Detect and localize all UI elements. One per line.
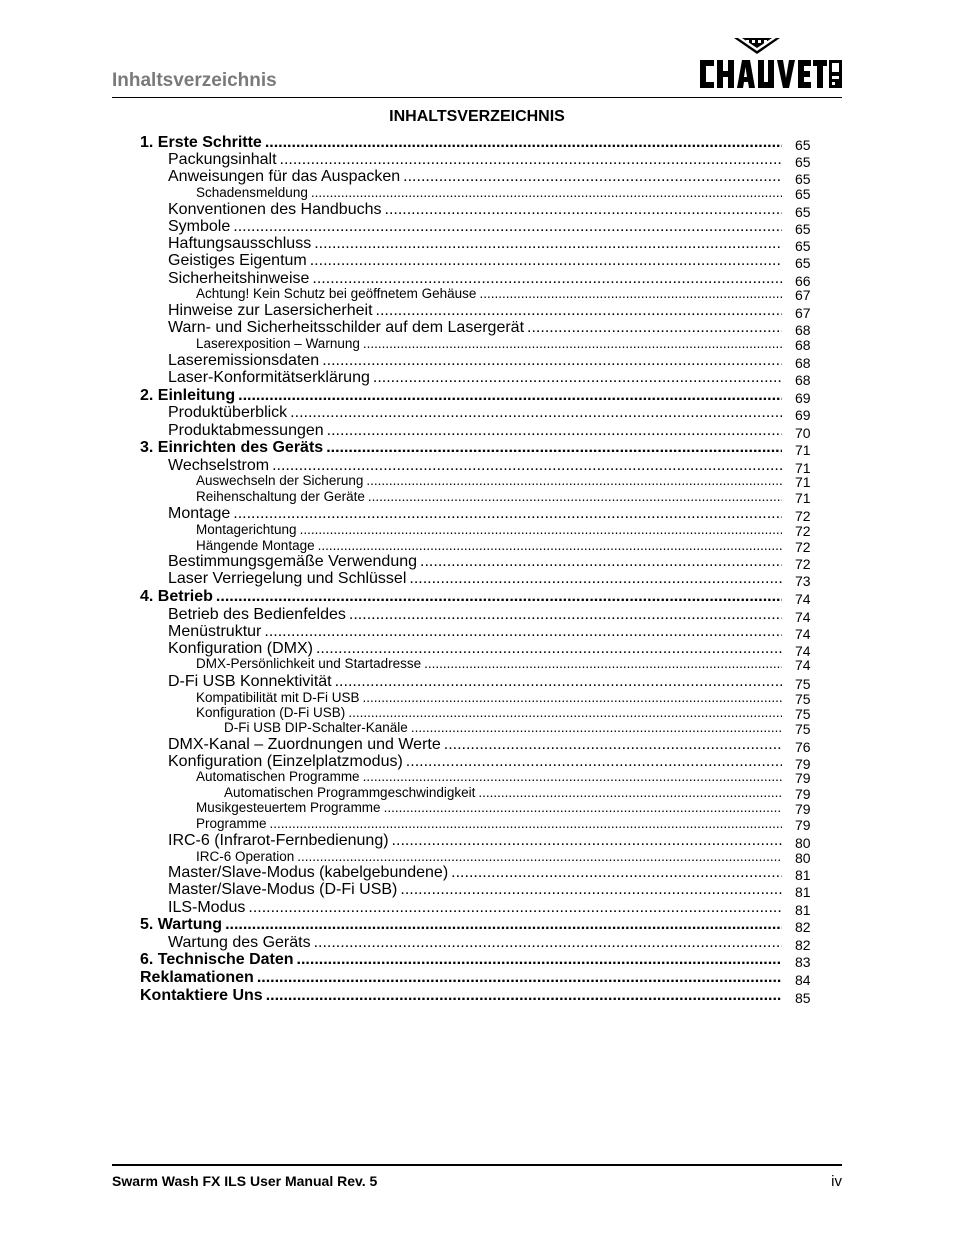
toc-entry[interactable]	[168, 370, 784, 386]
toc-entry-label: Reklamationen	[140, 969, 254, 986]
toc-entry-leader	[257, 970, 782, 986]
toc-entry-leader	[363, 337, 782, 351]
toc-entry-label: D-Fi USB Konnektivität	[168, 673, 332, 690]
toc-entry-page: 75	[795, 721, 811, 737]
toc-entry-label: Konfiguration (DMX)	[168, 640, 313, 657]
toc-entry-page: 67	[795, 305, 811, 321]
toc-entry-page: 69	[795, 407, 811, 423]
toc-entry-label: Kontaktiere Uns	[140, 987, 263, 1004]
toc-entry[interactable]	[168, 506, 784, 522]
toc-entry[interactable]	[140, 589, 784, 605]
footer-manual-title: Swarm Wash FX ILS User Manual Rev. 5	[112, 1173, 378, 1189]
toc-entry-label: Programme	[196, 816, 267, 831]
toc-entry[interactable]	[168, 674, 784, 690]
toc-entry-leader	[400, 882, 782, 898]
toc-entry-label: 4. Betrieb	[140, 588, 213, 605]
toc-entry[interactable]	[168, 737, 784, 753]
toc-entry[interactable]	[196, 287, 784, 301]
toc-entry-leader	[373, 370, 782, 386]
toc-entry-leader	[318, 539, 782, 553]
toc-entry[interactable]	[196, 523, 784, 537]
toc-entry-page: 79	[795, 817, 811, 833]
toc-entry-label: ILS-Modus	[168, 899, 246, 916]
toc-entry-label: Master/Slave-Modus (kabelgebundene)	[168, 864, 449, 881]
toc-entry-label: Wartung des Geräts	[168, 934, 311, 951]
toc-entry-leader	[409, 571, 782, 587]
toc-entry-label: Schadensmeldung	[196, 185, 308, 200]
toc-entry[interactable]	[196, 691, 784, 705]
toc-entry[interactable]	[140, 952, 784, 968]
toc-entry-leader	[392, 833, 782, 849]
toc-entry[interactable]	[140, 135, 784, 151]
toc-entry-leader	[363, 691, 782, 705]
toc-entry-page: 79	[795, 786, 811, 802]
toc-entry-page: 65	[795, 221, 811, 237]
toc-entry[interactable]	[140, 440, 784, 456]
toc-entry-page: 74	[795, 591, 811, 607]
toc-entry[interactable]	[168, 423, 784, 439]
toc-entry-label: Symbole	[168, 218, 231, 235]
toc-entry-page: 69	[795, 390, 811, 406]
toc-entry-page: 80	[795, 835, 811, 851]
toc-entry-label: Automatischen Programme	[196, 769, 360, 784]
toc-entry-label: Montagerichtung	[196, 522, 297, 537]
toc-entry-page: 65	[795, 186, 811, 202]
toc-entry-label: 3. Einrichten des Geräts	[140, 439, 324, 456]
toc-entry-label: Konfiguration (Einzelplatzmodus)	[168, 753, 403, 770]
toc-entry-label: IRC-6 (Infrarot-Fernbedienung)	[168, 832, 389, 849]
toc-entry-page: 67	[795, 287, 811, 303]
toc-entry-page: 65	[795, 204, 811, 220]
toc-entry-page: 65	[795, 255, 811, 271]
toc-entry-label: 1. Erste Schritte	[140, 134, 262, 151]
toc-entry[interactable]	[168, 236, 784, 252]
toc-entry[interactable]	[196, 770, 784, 784]
toc-entry[interactable]	[224, 721, 784, 735]
toc-entry-page: 82	[795, 937, 811, 953]
toc-entry-leader	[270, 817, 782, 831]
toc-entry-leader	[216, 589, 782, 605]
toc-entry-label: Laseremissionsdaten	[168, 352, 320, 369]
toc-entry-page: 74	[795, 626, 811, 642]
toc-entry[interactable]	[168, 641, 784, 657]
toc-entry-label: Achtung! Kein Schutz bei geöffnetem Gehäuse	[196, 286, 477, 301]
toc-entry[interactable]	[168, 202, 784, 218]
toc-entry-label: Bestimmungsgemäße Verwendung	[168, 553, 418, 570]
toc-entry[interactable]	[196, 474, 784, 488]
toc-entry[interactable]	[168, 152, 784, 168]
toc-entry[interactable]	[168, 169, 784, 185]
toc-entry[interactable]	[168, 935, 784, 951]
toc-entry-label: Konventionen des Handbuchs	[168, 201, 382, 218]
toc-entry[interactable]	[196, 490, 784, 504]
toc-entry-leader	[322, 353, 782, 369]
toc-entry-label: Hinweise zur Lasersicherheit	[168, 302, 373, 319]
toc-entry[interactable]	[196, 817, 784, 831]
toc-entry-page: 76	[795, 739, 811, 755]
toc-entry-leader	[327, 423, 782, 439]
toc-entry-leader	[312, 271, 782, 287]
toc-entry-leader	[406, 754, 782, 770]
toc-entry-label: Montage	[168, 505, 231, 522]
toc-entry-label: DMX-Kanal – Zuordnungen und Werte	[168, 736, 441, 753]
toc-entry-leader	[411, 721, 782, 735]
toc-entry-leader	[314, 236, 782, 252]
toc-entry-leader	[316, 641, 782, 657]
toc-entry-page: 81	[795, 884, 811, 900]
toc-entry-leader	[300, 523, 782, 537]
toc-entry-page: 82	[795, 919, 811, 935]
toc-entry-page: 65	[795, 137, 811, 153]
toc-entry-leader	[326, 440, 782, 456]
toc-entry-label: Warn- und Sicherheitsschilder auf dem Lasergerät	[168, 319, 525, 336]
toc-entry-leader	[349, 607, 782, 623]
toc-entry-label: Sicherheitshinweise	[168, 270, 310, 287]
toc-entry-leader	[335, 674, 782, 690]
toc-entry[interactable]	[168, 253, 784, 269]
toc-entry[interactable]	[168, 554, 784, 570]
toc-entry-leader	[424, 657, 782, 671]
toc-entry[interactable]	[168, 219, 784, 235]
toc-entry[interactable]	[168, 624, 784, 640]
toc-entry-page: 79	[795, 756, 811, 772]
toc-entry[interactable]	[168, 320, 784, 336]
toc-entry-leader	[233, 219, 782, 235]
toc-entry-page: 81	[795, 867, 811, 883]
toc-entry-leader	[451, 865, 782, 881]
footer-page-number: iv	[831, 1173, 842, 1190]
toc-entry-label: Haftungsausschluss	[168, 235, 312, 252]
toc-entry-label: Reihenschaltung der Geräte	[196, 489, 365, 504]
toc-entry-leader	[280, 152, 782, 168]
toc-entry-label: Kompatibilität mit D-Fi USB	[196, 690, 360, 705]
toc-entry-leader	[290, 405, 782, 421]
toc-entry-page: 79	[795, 770, 811, 786]
toc-entry-leader	[363, 770, 782, 784]
toc-entry-page: 71	[795, 474, 811, 490]
toc-entry-page: 74	[795, 609, 811, 625]
toc-entry[interactable]	[196, 706, 784, 720]
toc-entry-page: 85	[795, 990, 811, 1006]
toc-entry[interactable]	[196, 337, 784, 351]
toc-entry-label: Betrieb des Bedienfeldes	[168, 606, 346, 623]
toc-entry-label: Musikgesteuertem Programme	[196, 800, 381, 815]
toc-entry-label: Laser Verriegelung und Schlüssel	[168, 570, 407, 587]
toc-entry-leader	[403, 169, 782, 185]
toc-entry-label: D-Fi USB DIP-Schalter-Kanäle	[224, 720, 408, 735]
toc-entry[interactable]	[168, 900, 784, 916]
toc-entry-label: Produktabmessungen	[168, 422, 324, 439]
toc-entry-label: Geistiges Eigentum	[168, 252, 307, 269]
toc-entry[interactable]	[168, 833, 784, 849]
toc-entry-page: 81	[795, 902, 811, 918]
toc-entry-label: 5. Wartung	[140, 916, 223, 933]
toc-entry-leader	[348, 706, 782, 720]
toc-entry[interactable]	[168, 754, 784, 770]
toc-entry-page: 71	[795, 490, 811, 506]
toc-entry[interactable]	[196, 801, 784, 815]
toc-entry-page: 71	[795, 460, 811, 476]
toc-entry-leader	[272, 458, 782, 474]
toc-entry[interactable]	[140, 917, 784, 933]
toc-entry-label: Wechselstrom	[168, 457, 270, 474]
toc-entry-page: 71	[795, 442, 811, 458]
toc-entry[interactable]	[168, 865, 784, 881]
toc-entry-page: 80	[795, 850, 811, 866]
toc-entry[interactable]	[168, 405, 784, 421]
toc-entry[interactable]	[196, 539, 784, 553]
toc-entry-leader	[297, 850, 782, 864]
toc-entry-leader	[478, 786, 782, 800]
toc-entry[interactable]	[196, 186, 784, 200]
toc-entry-page: 68	[795, 337, 811, 353]
toc-entry-page: 74	[795, 657, 811, 673]
toc-entry-page: 79	[795, 801, 811, 817]
toc-entry-leader	[444, 737, 782, 753]
toc-entry[interactable]	[168, 458, 784, 474]
toc-entry[interactable]	[140, 970, 784, 986]
toc-entry-leader	[225, 917, 782, 933]
toc-entry-label: Automatischen Programmgeschwindigkeit	[224, 785, 476, 800]
toc-entry-leader	[238, 388, 782, 404]
toc-entry-page: 65	[795, 171, 811, 187]
toc-entry-leader	[265, 135, 782, 151]
toc-entry-label: IRC-6 Operation	[196, 849, 295, 864]
toc-entry-leader	[479, 287, 782, 301]
toc-entry-label: Master/Slave-Modus (D-Fi USB)	[168, 881, 398, 898]
toc-entry-leader	[311, 186, 782, 200]
toc-entry-label: DMX-Persönlichkeit und Startadresse	[196, 656, 422, 671]
toc-entry-label: Anweisungen für das Auspacken	[168, 168, 401, 185]
toc-entry-leader	[384, 801, 782, 815]
toc-entry-label: Laserexposition – Warnung	[196, 336, 360, 351]
toc-entry[interactable]	[168, 607, 784, 623]
toc-entry-page: 68	[795, 372, 811, 388]
toc-entry-leader	[385, 202, 783, 218]
toc-entry-label: Produktüberblick	[168, 404, 288, 421]
toc-entry-label: 6. Technische Daten	[140, 951, 294, 968]
toc-entry-page: 72	[795, 523, 811, 539]
toc-entry[interactable]	[140, 988, 784, 1004]
toc-entry-leader	[248, 900, 782, 916]
toc-entry-leader	[314, 935, 782, 951]
toc-entry-label: Laser-Konformitätserklärung	[168, 369, 370, 386]
toc-entry[interactable]	[168, 353, 784, 369]
toc-entry[interactable]	[196, 657, 784, 671]
toc-entry-leader	[366, 474, 782, 488]
toc-entry-page: 72	[795, 556, 811, 572]
toc-entry[interactable]	[140, 388, 784, 404]
toc-entry-page: 73	[795, 573, 811, 589]
toc-entry-page: 66	[795, 273, 811, 289]
toc-entry-leader	[368, 490, 782, 504]
footer-divider	[112, 1164, 842, 1166]
toc-entry-label: Konfiguration (D-Fi USB)	[196, 705, 346, 720]
toc-entry[interactable]	[168, 271, 784, 287]
toc-entry[interactable]	[224, 786, 784, 800]
toc-entry-leader	[264, 624, 782, 640]
toc-entry-leader	[376, 303, 782, 319]
toc-entry[interactable]	[168, 571, 784, 587]
toc-entry-page: 72	[795, 539, 811, 555]
toc-entry-page: 74	[795, 643, 811, 659]
toc-entry-page: 75	[795, 676, 811, 692]
toc-entry-page: 68	[795, 322, 811, 338]
toc-entry-page: 70	[795, 425, 811, 441]
toc-heading: INHALTSVERZEICHNIS	[389, 108, 565, 125]
toc-entry-page: 84	[795, 972, 811, 988]
toc-entry-page: 65	[795, 154, 811, 170]
toc-entry-page: 75	[795, 691, 811, 707]
toc-entry-leader	[310, 253, 782, 269]
toc-entry-leader	[297, 952, 782, 968]
toc-entry-page: 75	[795, 706, 811, 722]
toc-entry-label: 2. Einleitung	[140, 387, 236, 404]
toc-entry-leader	[266, 988, 782, 1004]
toc-entry-page: 68	[795, 355, 811, 371]
toc-entry-page: 83	[795, 954, 811, 970]
toc-entry-label: Auswechseln der Sicherung	[196, 473, 364, 488]
toc-entry[interactable]	[168, 303, 784, 319]
toc-entry-page: 65	[795, 238, 811, 254]
toc-entry-label: Hängende Montage	[196, 538, 315, 553]
toc-entry[interactable]	[168, 882, 784, 898]
toc-entry-label: Menüstruktur	[168, 623, 262, 640]
toc-entry-leader	[420, 554, 782, 570]
toc-entry[interactable]	[196, 850, 784, 864]
toc-entry-page: 72	[795, 508, 811, 524]
toc-entry-leader	[233, 506, 782, 522]
toc-entry-leader	[527, 320, 782, 336]
toc-entry-label: Packungsinhalt	[168, 151, 277, 168]
header-section-title: Inhaltsverzeichnis	[112, 70, 277, 91]
